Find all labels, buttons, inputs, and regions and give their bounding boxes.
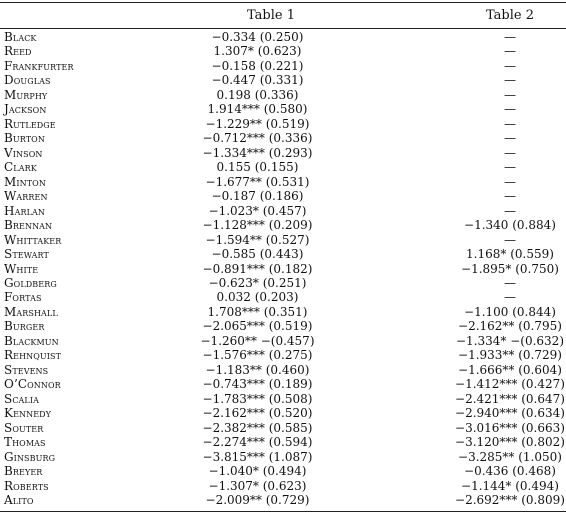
table-1-value: −0.891*** (0.182) (202, 261, 313, 276)
table-1-value: 1.307* (0.623) (213, 44, 302, 59)
table-2-value: −1.666** (0.604) (458, 362, 562, 377)
justice-name: Roberts (4, 478, 49, 493)
column-header-table-1: Table 1 (247, 8, 295, 23)
justice-name: Kennedy (4, 406, 52, 421)
justice-name: Souter (4, 420, 44, 435)
table-row (0, 88, 566, 102)
justice-name: Stevens (4, 362, 49, 377)
table-2-value: — (504, 102, 516, 117)
table-2-value: — (504, 87, 516, 102)
table-row (0, 435, 566, 449)
table-2-value: — (504, 160, 516, 175)
table-row (0, 160, 566, 174)
table-row (0, 276, 566, 290)
table-1-value: −2.065*** (0.519) (202, 319, 313, 334)
table-row (0, 131, 566, 145)
table-2-value: −1.933** (0.729) (458, 348, 562, 363)
table-2-value: — (504, 275, 516, 290)
justice-name: Vinson (4, 145, 43, 160)
justice-name: Rehnquist (4, 348, 62, 363)
table-2-value: −2.162** (0.795) (458, 319, 562, 334)
table-2-value: −1.100 (0.844) (464, 304, 556, 319)
table-2-value: — (504, 73, 516, 88)
table-1-value: −1.128*** (0.209) (202, 218, 313, 233)
justice-name: Fortas (4, 290, 42, 305)
table-row (0, 305, 566, 319)
table-1-value: 0.198 (0.336) (216, 87, 299, 102)
table-2-value: 1.168* (0.559) (466, 247, 554, 262)
table-row (0, 73, 566, 87)
table-2-value: −1.895* (0.750) (461, 261, 559, 276)
table-1-value: −1.576*** (0.275) (202, 348, 313, 363)
table-row (0, 204, 566, 218)
justice-name: Frankfurter (4, 58, 74, 73)
table-row (0, 262, 566, 276)
table-row (0, 450, 566, 464)
table-1-value: −1.677** (0.531) (205, 174, 310, 189)
top-rule (0, 2, 566, 3)
justice-name: Brennan (4, 218, 53, 233)
table-row (0, 102, 566, 116)
justice-name: Minton (4, 174, 46, 189)
table-row (0, 44, 566, 58)
justice-name: Burger (4, 319, 45, 334)
table-1-value: −2.274*** (0.594) (202, 435, 313, 450)
table-2-value: — (504, 203, 516, 218)
table-row (0, 30, 566, 44)
table-2-value: −3.285** (1.050) (458, 449, 562, 464)
table-row (0, 479, 566, 493)
table-1-value: −0.447 (0.331) (211, 73, 304, 88)
table-2-value: −2.421*** (0.647) (455, 391, 565, 406)
table-2-value: −1.144* (0.494) (461, 478, 559, 493)
justice-name: Rutledge (4, 116, 56, 131)
table-row (0, 175, 566, 189)
table-row (0, 392, 566, 406)
justice-name: O’Connor (4, 377, 61, 392)
table-2-value: −0.436 (0.468) (464, 464, 556, 479)
table-1-value: −1.040* (0.494) (208, 464, 307, 479)
table-1-value: −0.623* (0.251) (208, 275, 307, 290)
table-1-value: −2.009** (0.729) (205, 493, 310, 507)
table-2-value: — (504, 189, 516, 204)
table-row (0, 146, 566, 160)
table-row (0, 406, 566, 420)
table-row (0, 233, 566, 247)
justice-name: Murphy (4, 87, 48, 102)
table-2-value: −3.016*** (0.663) (455, 420, 565, 435)
table-row (0, 247, 566, 261)
table-1-value: −1.307* (0.623) (208, 478, 307, 493)
table-1-value: −0.585 (0.443) (211, 247, 304, 262)
justice-name: Alito (4, 493, 34, 507)
table-2-value: — (504, 30, 516, 44)
justice-name: Reed (4, 44, 32, 59)
justice-name: Warren (4, 189, 48, 204)
column-header-table-2: Table 2 (486, 8, 534, 23)
justice-name: Jackson (4, 102, 47, 117)
table-row (0, 290, 566, 304)
table-1-value: −1.334*** (0.293) (202, 145, 313, 160)
table-row (0, 348, 566, 362)
table-1-value: −1.229** (0.519) (205, 116, 310, 131)
table-1-value: −0.743*** (0.189) (202, 377, 313, 392)
table-1-value: −2.162*** (0.520) (202, 406, 313, 421)
justice-name: Scalia (4, 391, 39, 406)
table-1-value: −3.815*** (1.087) (202, 449, 313, 464)
table-2-value: −1.340 (0.884) (464, 218, 556, 233)
table-row (0, 117, 566, 131)
table-1-value: −2.382*** (0.585) (202, 420, 313, 435)
table-2-value: −1.334* −(0.632) (456, 333, 564, 348)
table-row (0, 189, 566, 203)
table-2-value: −1.412*** (0.427) (455, 377, 565, 392)
justice-name: Whittaker (4, 232, 62, 247)
table-2-value: — (504, 116, 516, 131)
bottom-rule (0, 511, 566, 512)
table-row (0, 363, 566, 377)
table-1-value: 1.708*** (0.351) (207, 304, 308, 319)
table-row (0, 334, 566, 348)
table-row (0, 421, 566, 435)
table-2-value: −3.120*** (0.802) (455, 435, 565, 450)
table-2-value: — (504, 232, 516, 247)
table-row (0, 319, 566, 333)
header-rule (0, 28, 566, 29)
table-1-value: −0.158 (0.221) (211, 58, 304, 73)
justice-name: Clark (4, 160, 37, 175)
justice-name: Stewart (4, 247, 49, 262)
table-2-value: — (504, 58, 516, 73)
table-row (0, 464, 566, 478)
table-body (0, 30, 566, 507)
table-row (0, 377, 566, 391)
table-1-value: −0.187 (0.186) (211, 189, 304, 204)
justice-name: White (4, 261, 39, 276)
justice-name: Breyer (4, 464, 43, 479)
justice-name: Douglas (4, 73, 51, 88)
table-2-value: — (504, 145, 516, 160)
table-row (0, 218, 566, 232)
table-2-value: — (504, 131, 516, 146)
table-1-value: 0.032 (0.203) (216, 290, 299, 305)
table-1-value: 1.914*** (0.580) (207, 102, 308, 117)
table-2-value: — (504, 174, 516, 189)
justice-name: Marshall (4, 304, 58, 319)
table-1-value: −0.334 (0.250) (211, 30, 304, 44)
table-1-value: −1.260** −(0.457) (200, 333, 315, 348)
table-2-value: −2.940*** (0.634) (455, 406, 565, 421)
justice-name: Goldberg (4, 275, 57, 290)
justice-name: Burton (4, 131, 45, 146)
table-1-value: −0.712*** (0.336) (202, 131, 313, 146)
table-row (0, 493, 566, 507)
table-2-value: — (504, 290, 516, 305)
justice-name: Thomas (4, 435, 46, 450)
table-2-value: −2.692*** (0.809) (455, 493, 565, 507)
table-1-value: −1.183** (0.460) (205, 362, 310, 377)
justice-name: Harlan (4, 203, 45, 218)
justice-name: Blackmun (4, 333, 59, 348)
table-1-value: 0.155 (0.155) (216, 160, 299, 175)
table-2-value: — (504, 44, 516, 59)
table-1-value: −1.783*** (0.508) (202, 391, 313, 406)
table-row (0, 59, 566, 73)
table-1-value: −1.594** (0.527) (205, 232, 310, 247)
justice-name: Ginsburg (4, 449, 56, 464)
justice-name: Black (4, 30, 37, 44)
table-1-value: −1.023* (0.457) (208, 203, 307, 218)
